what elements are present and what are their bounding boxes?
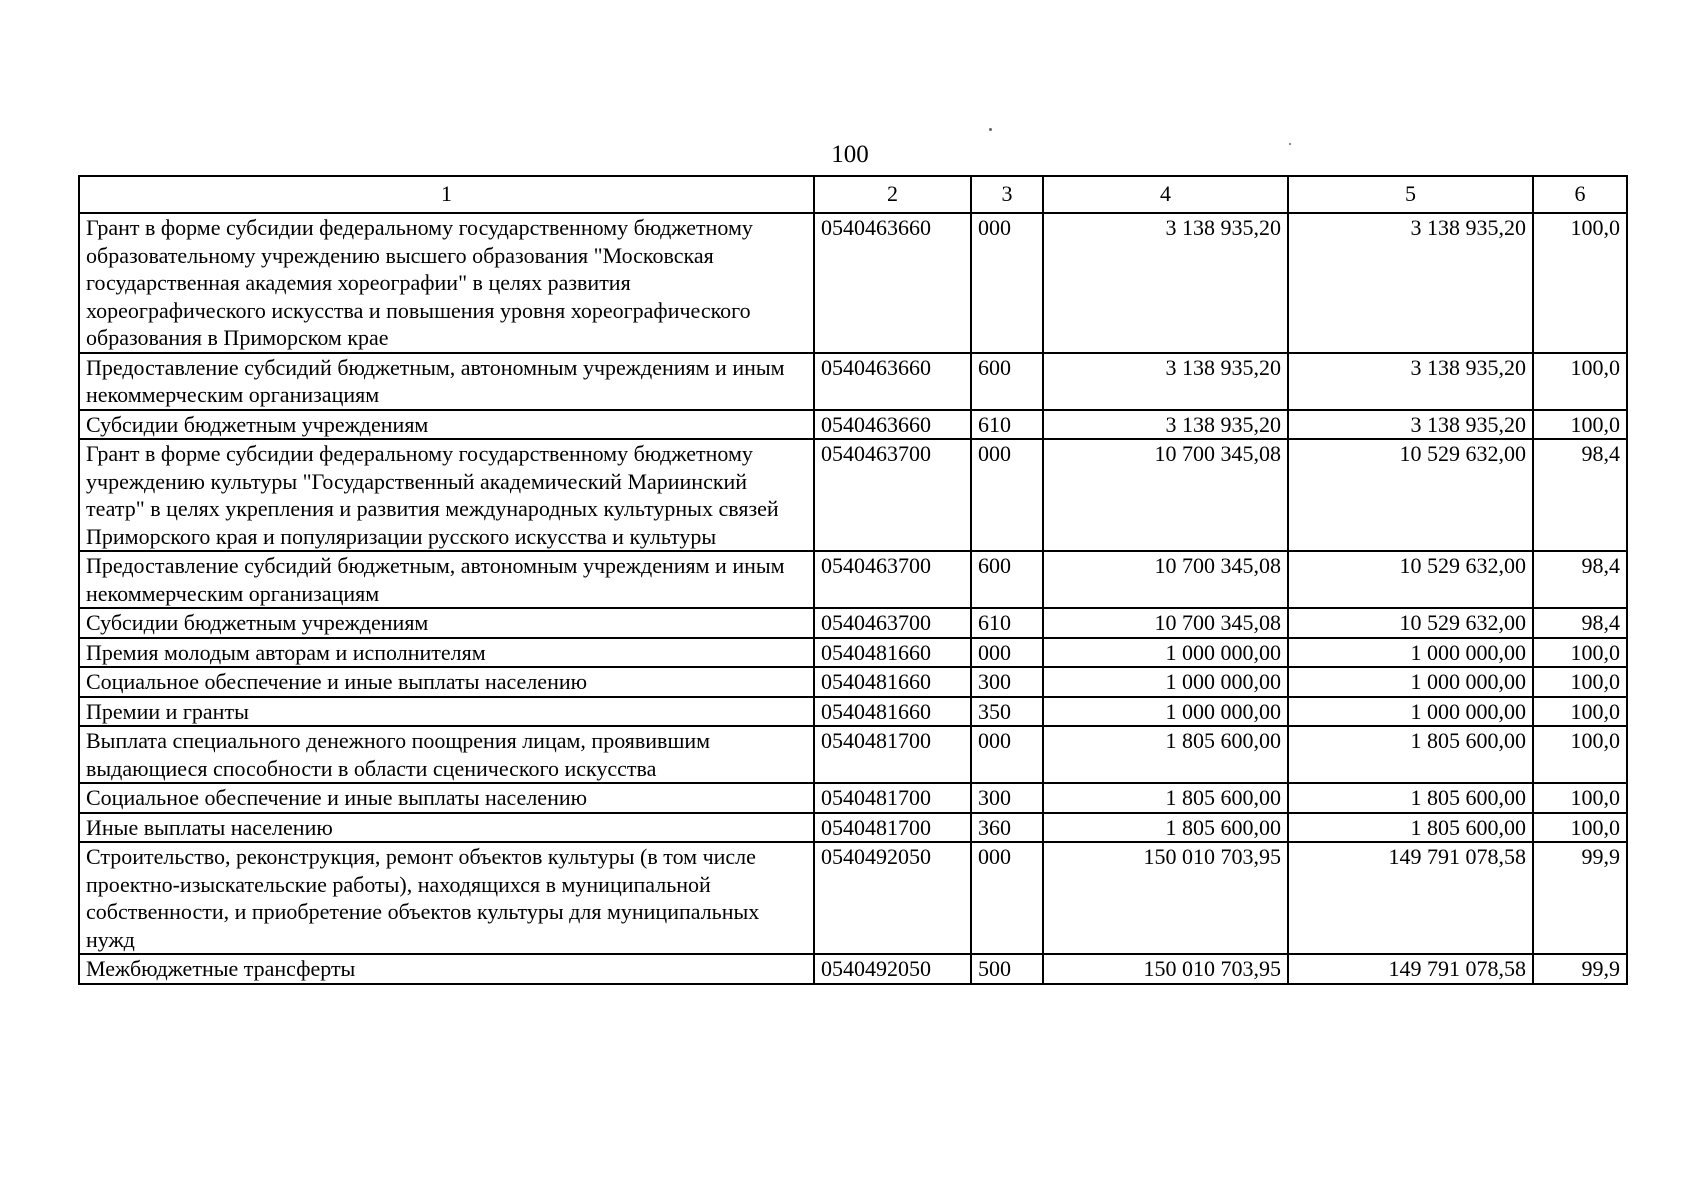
row-percent: 100,0: [1533, 813, 1627, 843]
row-expense-type: 350: [971, 697, 1043, 727]
table-row: [79, 213, 1627, 353]
row-name: Премии и гранты: [79, 697, 814, 727]
row-plan: 1 000 000,00: [1043, 667, 1288, 697]
table-row: [79, 667, 1627, 697]
header-row: [79, 176, 1627, 213]
row-plan: 3 138 935,20: [1043, 213, 1288, 353]
row-percent: 99,9: [1533, 954, 1627, 984]
row-percent: 100,0: [1533, 667, 1627, 697]
row-name: Предоставление субсидий бюджетным, автономным учреждениям и иным некоммерческим организациям: [79, 551, 814, 608]
row-expense-type: 600: [971, 353, 1043, 410]
table-row: [79, 439, 1627, 551]
row-fact: 1 805 600,00: [1288, 783, 1533, 813]
row-name: Социальное обеспечение и иные выплаты населению: [79, 667, 814, 697]
row-name: Предоставление субсидий бюджетным, автономным учреждениям и иным некоммерческим организациям: [79, 353, 814, 410]
row-fact: 149 791 078,58: [1288, 842, 1533, 954]
row-fact: 1 000 000,00: [1288, 697, 1533, 727]
row-expense-type: 300: [971, 783, 1043, 813]
table-row: [79, 954, 1627, 984]
row-fact: 3 138 935,20: [1288, 410, 1533, 440]
row-code: 0540481660: [814, 667, 971, 697]
row-code: 0540492050: [814, 842, 971, 954]
row-plan: 10 700 345,08: [1043, 608, 1288, 638]
row-code: 0540463700: [814, 439, 971, 551]
row-code: 0540463700: [814, 608, 971, 638]
table-row: [79, 783, 1627, 813]
row-plan: 1 805 600,00: [1043, 726, 1288, 783]
row-percent: 100,0: [1533, 638, 1627, 668]
row-percent: 99,9: [1533, 842, 1627, 954]
row-plan: 150 010 703,95: [1043, 954, 1288, 984]
row-fact: 3 138 935,20: [1288, 353, 1533, 410]
row-expense-type: 360: [971, 813, 1043, 843]
row-percent: 100,0: [1533, 353, 1627, 410]
row-plan: 1 805 600,00: [1043, 813, 1288, 843]
row-name: Социальное обеспечение и иные выплаты населению: [79, 783, 814, 813]
row-code: 0540481700: [814, 726, 971, 783]
row-expense-type: 000: [971, 726, 1043, 783]
row-fact: 10 529 632,00: [1288, 608, 1533, 638]
row-name: Субсидии бюджетным учреждениям: [79, 410, 814, 440]
row-code: 0540481700: [814, 813, 971, 843]
table-row: [79, 410, 1627, 440]
row-plan: 10 700 345,08: [1043, 551, 1288, 608]
table-row: [79, 551, 1627, 608]
header-col-4: 4: [1043, 176, 1288, 213]
row-name: Строительство, реконструкция, ремонт объектов культуры (в том числе проектно-изыскательские работы), находящихся в муниципальной собственности, и приобретение объектов культуры для муниципальных нужд: [79, 842, 814, 954]
scan-speck: [1289, 143, 1291, 145]
table-header: [79, 176, 1627, 213]
row-expense-type: 610: [971, 608, 1043, 638]
scan-speck: [989, 128, 992, 131]
row-code: 0540463660: [814, 410, 971, 440]
budget-table: [78, 175, 1628, 985]
row-percent: 98,4: [1533, 551, 1627, 608]
row-percent: 100,0: [1533, 726, 1627, 783]
row-name: Межбюджетные трансферты: [79, 954, 814, 984]
header-col-1: 1: [79, 176, 814, 213]
row-percent: 98,4: [1533, 608, 1627, 638]
row-fact: 1 000 000,00: [1288, 667, 1533, 697]
table-row: [79, 638, 1627, 668]
row-plan: 1 000 000,00: [1043, 697, 1288, 727]
row-fact: 1 805 600,00: [1288, 813, 1533, 843]
row-name: Премия молодым авторам и исполнителям: [79, 638, 814, 668]
row-expense-type: 500: [971, 954, 1043, 984]
table-row: [79, 697, 1627, 727]
row-name: Грант в форме субсидии федеральному государственному бюджетному учреждению культуры "Государственный академический Мариинский театр" в целях укрепления и развития международных культурных связей Приморского края и популяризации русского искусства и культуры: [79, 439, 814, 551]
row-expense-type: 000: [971, 439, 1043, 551]
table-row: [79, 842, 1627, 954]
row-plan: 150 010 703,95: [1043, 842, 1288, 954]
row-code: 0540492050: [814, 954, 971, 984]
row-code: 0540481700: [814, 783, 971, 813]
row-code: 0540463660: [814, 353, 971, 410]
row-expense-type: 000: [971, 842, 1043, 954]
row-expense-type: 000: [971, 638, 1043, 668]
row-expense-type: 000: [971, 213, 1043, 353]
table-body: [79, 213, 1627, 984]
table-row: [79, 608, 1627, 638]
row-percent: 100,0: [1533, 410, 1627, 440]
row-fact: 149 791 078,58: [1288, 954, 1533, 984]
row-code: 0540463700: [814, 551, 971, 608]
row-plan: 3 138 935,20: [1043, 410, 1288, 440]
table-row: [79, 813, 1627, 843]
row-percent: 100,0: [1533, 213, 1627, 353]
page-number: 100: [831, 141, 869, 168]
row-expense-type: 610: [971, 410, 1043, 440]
row-percent: 100,0: [1533, 697, 1627, 727]
row-name: Субсидии бюджетным учреждениям: [79, 608, 814, 638]
row-expense-type: 300: [971, 667, 1043, 697]
table-row: [79, 353, 1627, 410]
header-col-2: 2: [814, 176, 971, 213]
row-fact: 10 529 632,00: [1288, 551, 1533, 608]
row-code: 0540481660: [814, 697, 971, 727]
header-col-5: 5: [1288, 176, 1533, 213]
row-fact: 1 000 000,00: [1288, 638, 1533, 668]
row-name: Грант в форме субсидии федеральному государственному бюджетному образовательному учреждению высшего образования "Московская государственная академия хореографии" в целях развития хореографического искусства и повышения уровня хореографического образования в Приморском крае: [79, 213, 814, 353]
row-plan: 1 805 600,00: [1043, 783, 1288, 813]
row-fact: 3 138 935,20: [1288, 213, 1533, 353]
row-percent: 100,0: [1533, 783, 1627, 813]
row-name: Выплата специального денежного поощрения лицам, проявившим выдающиеся способности в области сценического искусства: [79, 726, 814, 783]
row-fact: 10 529 632,00: [1288, 439, 1533, 551]
row-plan: 1 000 000,00: [1043, 638, 1288, 668]
row-code: 0540463660: [814, 213, 971, 353]
row-name: Иные выплаты населению: [79, 813, 814, 843]
header-col-6: 6: [1533, 176, 1627, 213]
row-expense-type: 600: [971, 551, 1043, 608]
row-code: 0540481660: [814, 638, 971, 668]
row-percent: 98,4: [1533, 439, 1627, 551]
row-plan: 10 700 345,08: [1043, 439, 1288, 551]
row-fact: 1 805 600,00: [1288, 726, 1533, 783]
row-plan: 3 138 935,20: [1043, 353, 1288, 410]
table-row: [79, 726, 1627, 783]
header-col-3: 3: [971, 176, 1043, 213]
